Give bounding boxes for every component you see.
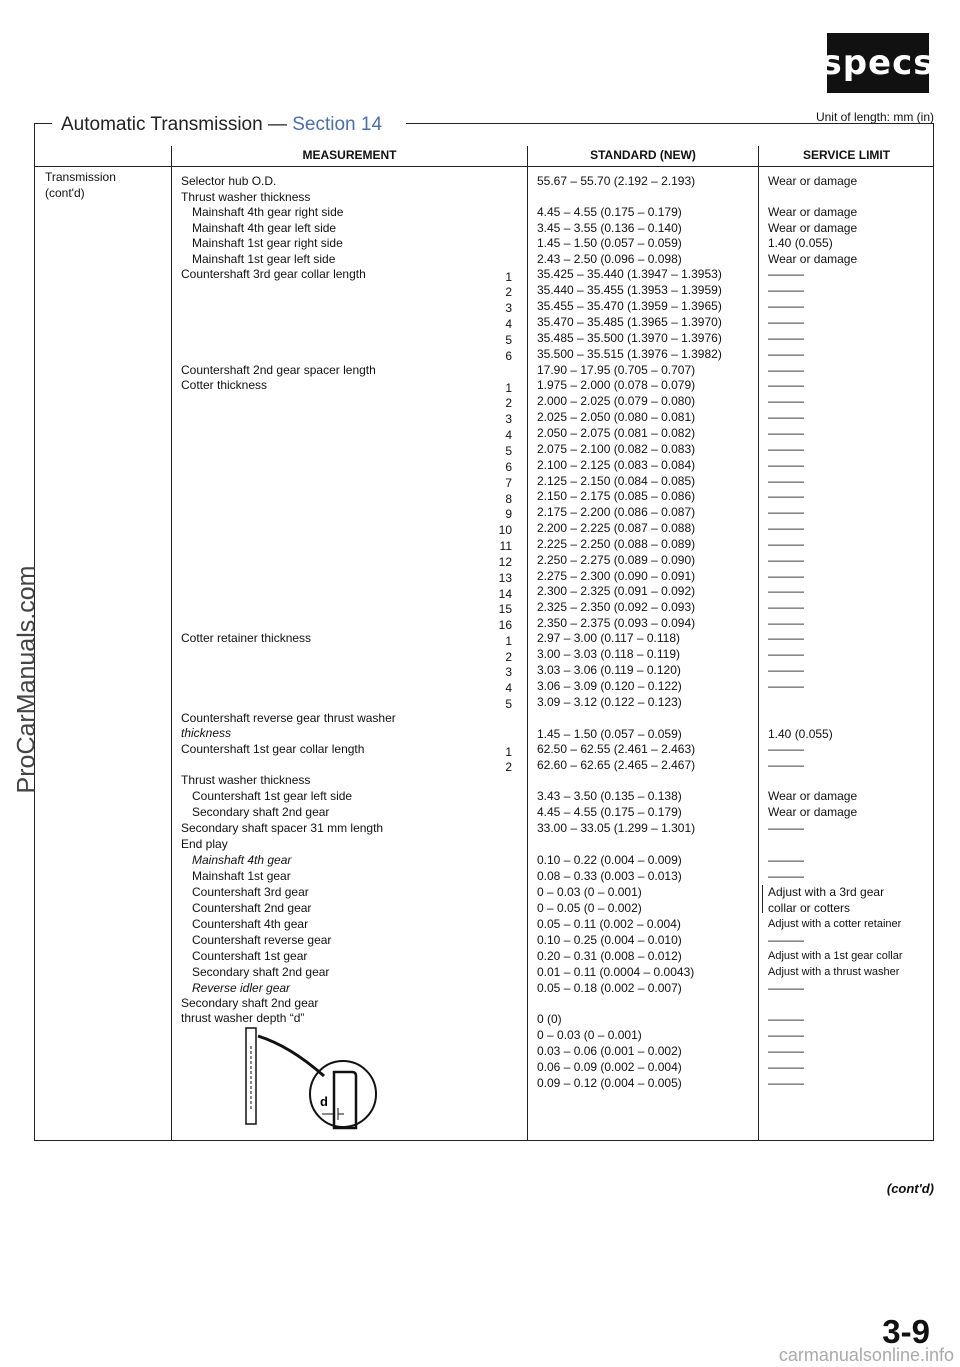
standard-value: 62.50 – 62.55 (2.461 – 2.463) — [537, 742, 696, 756]
service-limit-value: ——— — [768, 505, 804, 519]
measurement-label: Countershaft 2nd gear — [192, 901, 312, 915]
washer-detail — [334, 1072, 356, 1128]
service-limit-value: ——— — [768, 347, 804, 361]
standard-value: 0.01 – 0.11 (0.0004 – 0.0043) — [537, 965, 695, 979]
bracket-line — [762, 885, 763, 913]
standard-value: 35.500 – 35.515 (1.3976 – 1.3982) — [537, 347, 722, 361]
standard-value: 0 – 0.03 (0 – 0.001) — [537, 885, 642, 899]
measurement-label: thickness — [181, 726, 232, 740]
watermark-bottom: carmanualsonline.info — [778, 1345, 954, 1365]
service-limit-value: ——— — [768, 331, 804, 345]
service-limit-value: collar or cotters — [768, 901, 851, 915]
standard-value: 4.45 – 4.55 (0.175 – 0.179) — [537, 805, 682, 819]
index-number: 1 — [505, 270, 512, 284]
standard-value: 1.45 – 1.50 (0.057 – 0.059) — [537, 727, 682, 741]
standard-value: 2.150 – 2.175 (0.085 – 0.086) — [537, 489, 696, 503]
standard-value: 0.08 – 0.33 (0.003 – 0.013) — [537, 869, 682, 883]
measurement-label: Countershaft 3rd gear collar length — [181, 267, 366, 281]
standard-value: 2.97 – 3.00 (0.117 – 0.118) — [537, 631, 680, 645]
service-limit-value: Adjust with a 3rd gear — [768, 885, 885, 899]
service-limit-value: ——— — [768, 1044, 804, 1058]
detail-leader-line — [258, 1036, 324, 1076]
measurement-label: Mainshaft 4th gear right side — [192, 205, 344, 219]
header-service-limit: SERVICE LIMIT — [802, 148, 891, 162]
service-limit-value: ——— — [768, 458, 804, 472]
standard-value: 35.470 – 35.485 (1.3965 – 1.3970) — [537, 315, 722, 329]
standard-value: 2.350 – 2.375 (0.093 – 0.094) — [537, 616, 696, 630]
index-number: 7 — [505, 476, 512, 490]
watermark-side: ProCarManuals.com — [12, 565, 41, 794]
measurement-label: Secondary shaft 2nd gear — [192, 965, 330, 979]
measurement-label: Mainshaft 4th gear left side — [192, 221, 337, 235]
standard-value: 17.90 – 17.95 (0.705 – 0.707) — [537, 363, 696, 377]
service-limit-value: ——— — [768, 758, 804, 772]
column-divider — [527, 146, 528, 1141]
service-limit-value: Wear or damage — [768, 805, 858, 819]
service-limit-value: Wear or damage — [768, 205, 858, 219]
service-limit-value: ——— — [768, 442, 804, 456]
standard-value: 3.03 – 3.06 (0.119 – 0.120) — [537, 663, 681, 677]
measurement-label: Countershaft reverse gear thrust washer — [181, 711, 396, 725]
standard-value: 55.67 – 55.70 (2.192 – 2.193) — [537, 174, 696, 188]
service-limit-value: ——— — [768, 1012, 804, 1026]
standard-value: 0.06 – 0.09 (0.002 – 0.004) — [537, 1060, 682, 1074]
service-limit-value: ——— — [768, 742, 804, 756]
specs-badge — [821, 33, 935, 93]
service-limit-value: Wear or damage — [768, 252, 858, 266]
standard-value: 35.425 – 35.440 (1.3947 – 1.3953) — [537, 267, 722, 281]
service-limit-value: ——— — [768, 426, 804, 440]
standard-value: 2.100 – 2.125 (0.083 – 0.084) — [537, 458, 696, 472]
standard-value: 0 – 0.03 (0 – 0.001) — [537, 1028, 642, 1042]
service-limit-value: ——— — [768, 283, 804, 297]
index-number: 4 — [505, 317, 512, 331]
index-number: 15 — [498, 602, 512, 616]
standard-value: 0.05 – 0.18 (0.002 – 0.007) — [537, 981, 682, 995]
standard-value: 0.05 – 0.11 (0.002 – 0.004) — [537, 917, 681, 931]
standard-value: 0 (0) — [537, 1012, 562, 1026]
service-limit-value: ——— — [768, 933, 804, 947]
index-number: 2 — [505, 396, 512, 410]
index-number: 8 — [505, 492, 512, 506]
measurement-label: Countershaft 4th gear — [192, 917, 309, 931]
service-limit-value: ——— — [768, 363, 804, 377]
index-number: 2 — [505, 285, 512, 299]
category-label: (cont'd) — [45, 186, 85, 200]
standard-value: 35.485 – 35.500 (1.3970 – 1.3976) — [537, 331, 722, 345]
standard-value: 2.250 – 2.275 (0.089 – 0.090) — [537, 553, 696, 567]
measurement-label: Selector hub O.D. — [181, 174, 277, 188]
continued-label: (cont'd) — [886, 1181, 934, 1196]
standard-value: 3.09 – 3.12 (0.122 – 0.123) — [537, 695, 682, 709]
standard-value: 0.09 – 0.12 (0.004 – 0.005) — [537, 1076, 682, 1090]
header-divider — [34, 166, 934, 167]
measurement-label: Mainshaft 1st gear — [192, 869, 291, 883]
measurement-label: Countershaft reverse gear — [192, 933, 332, 947]
specs-badge-text: specs — [821, 43, 935, 83]
service-limit-value: Wear or damage — [768, 221, 858, 235]
measurement-label: Mainshaft 1st gear left side — [192, 252, 336, 266]
standard-value: 3.45 – 3.55 (0.136 – 0.140) — [537, 221, 682, 235]
index-number: 3 — [505, 412, 512, 426]
service-limit-value: ——— — [768, 853, 804, 867]
service-limit-value: ——— — [768, 663, 804, 677]
measurement-label: Countershaft 1st gear left side — [192, 789, 353, 803]
standard-value: 2.43 – 2.50 (0.096 – 0.098) — [537, 252, 682, 266]
standard-value: 2.000 – 2.025 (0.079 – 0.080) — [537, 394, 696, 408]
index-number: 9 — [505, 507, 512, 521]
index-number: 1 — [505, 381, 512, 395]
service-limit-value: Adjust with a 1st gear collar — [768, 950, 903, 962]
measurement-label: Countershaft 1st gear — [192, 949, 308, 963]
index-number: 16 — [498, 618, 512, 632]
index-number: 5 — [505, 697, 512, 711]
service-limit-value: ——— — [768, 378, 804, 392]
service-limit-value: ——— — [768, 553, 804, 567]
index-number: 3 — [505, 301, 512, 315]
column-divider — [171, 146, 172, 1141]
standard-value: 33.00 – 33.05 (1.299 – 1.301) — [537, 821, 696, 835]
index-number: 10 — [498, 523, 512, 537]
standard-value: 62.60 – 62.65 (2.465 – 2.467) — [537, 758, 696, 772]
standard-value: 2.200 – 2.225 (0.087 – 0.088) — [537, 521, 696, 535]
title-text: Automatic Transmission — — [61, 114, 287, 135]
index-number: 11 — [499, 539, 512, 553]
measurement-label: Secondary shaft 2nd gear — [192, 805, 330, 819]
standard-value: 2.175 – 2.200 (0.086 – 0.087) — [537, 505, 696, 519]
section-link: Section 14 — [292, 114, 383, 135]
index-number: 13 — [498, 571, 512, 585]
service-limit-value: ——— — [768, 869, 804, 883]
standard-value: 35.455 – 35.470 (1.3959 – 1.3965) — [537, 299, 722, 313]
measurement-label: Mainshaft 4th gear — [192, 853, 292, 867]
service-limit-value: ——— — [768, 489, 804, 503]
standard-value: 2.275 – 2.300 (0.090 – 0.091) — [537, 569, 696, 583]
standard-value: 0 – 0.05 (0 – 0.002) — [537, 901, 642, 915]
service-limit-value: ——— — [768, 600, 804, 614]
measurement-label: Secondary shaft 2nd gear — [181, 996, 319, 1010]
standard-value: 0.03 – 0.06 (0.001 – 0.002) — [537, 1044, 682, 1058]
measurement-label: Cotter retainer thickness — [181, 631, 312, 645]
service-limit-value: ——— — [768, 616, 804, 630]
standard-value: 0.10 – 0.22 (0.004 – 0.009) — [537, 853, 682, 867]
service-limit-value: ——— — [768, 299, 804, 313]
header-measurement: MEASUREMENT — [302, 148, 397, 162]
service-limit-value: ——— — [768, 267, 804, 281]
standard-value: 2.125 – 2.150 (0.084 – 0.085) — [537, 474, 696, 488]
index-number: 3 — [505, 665, 512, 679]
header-standard: STANDARD (NEW) — [590, 148, 696, 162]
measurement-label: Countershaft 1st gear collar length — [181, 742, 365, 756]
service-limit-value: ——— — [768, 410, 804, 424]
column-divider — [758, 146, 759, 1141]
service-limit-value: ——— — [768, 631, 804, 645]
unit-note: Unit of length: mm (in) — [815, 110, 934, 124]
measurement-label: End play — [181, 837, 228, 851]
standard-value: 0.20 – 0.31 (0.008 – 0.012) — [537, 949, 682, 963]
measurement-label: Cotter thickness — [181, 378, 268, 392]
service-limit-value: ——— — [768, 821, 804, 835]
standard-value: 35.440 – 35.455 (1.3953 – 1.3959) — [537, 283, 722, 297]
page-number: 3-9 — [882, 1313, 930, 1350]
service-limit-value: Adjust with a cotter retainer — [768, 918, 902, 930]
service-limit-value: ——— — [768, 981, 804, 995]
thrust-washer-depth-diagram — [240, 1024, 400, 1136]
standard-value: 2.025 – 2.050 (0.080 – 0.081) — [537, 410, 696, 424]
service-limit-value: ——— — [768, 1060, 804, 1074]
measurement-label: Thrust washer thickness — [181, 773, 311, 787]
index-number: 4 — [505, 428, 512, 442]
standard-value: 3.00 – 3.03 (0.118 – 0.119) — [537, 647, 680, 661]
standard-value: 1.975 – 2.000 (0.078 – 0.079) — [537, 378, 696, 392]
index-number: 4 — [505, 681, 512, 695]
service-limit-value: ——— — [768, 679, 804, 693]
service-limit-value: ——— — [768, 315, 804, 329]
index-number: 2 — [505, 760, 512, 774]
measurement-label: thrust washer depth “d” — [181, 1011, 305, 1025]
service-limit-value: ——— — [768, 394, 804, 408]
index-number: 1 — [505, 745, 512, 759]
standard-value: 2.075 – 2.100 (0.082 – 0.083) — [537, 442, 696, 456]
measurement-label: Countershaft 3rd gear — [192, 885, 309, 899]
index-number: 1 — [505, 634, 512, 648]
category-label: Transmission — [45, 170, 116, 184]
standard-value: 3.43 – 3.50 (0.135 – 0.138) — [537, 789, 682, 803]
index-number: 12 — [498, 555, 512, 569]
service-limit-value: Wear or damage — [768, 789, 858, 803]
service-limit-value: ——— — [768, 584, 804, 598]
standard-value: 0.10 – 0.25 (0.004 – 0.010) — [537, 933, 682, 947]
service-limit-value: ——— — [768, 569, 804, 583]
service-limit-value: ——— — [768, 1028, 804, 1042]
index-number: 5 — [505, 333, 512, 347]
index-number: 6 — [505, 460, 512, 474]
measurement-label: Thrust washer thickness — [181, 190, 311, 204]
service-limit-value: 1.40 (0.055) — [768, 727, 833, 741]
service-limit-value: 1.40 (0.055) — [768, 236, 833, 250]
measurement-label: Mainshaft 1st gear right side — [192, 236, 343, 250]
standard-value: 1.45 – 1.50 (0.057 – 0.059) — [537, 236, 682, 250]
service-limit-value: ——— — [768, 1076, 804, 1090]
service-limit-value: ——— — [768, 521, 804, 535]
standard-value: 2.300 – 2.325 (0.091 – 0.092) — [537, 584, 696, 598]
depth-label: d — [320, 1094, 328, 1109]
index-number: 5 — [505, 444, 512, 458]
measurement-label: Reverse idler gear — [192, 981, 291, 995]
standard-value: 2.050 – 2.075 (0.081 – 0.082) — [537, 426, 696, 440]
standard-value: 2.325 – 2.350 (0.092 – 0.093) — [537, 600, 696, 614]
measurement-label: Countershaft 2nd gear spacer length — [181, 363, 376, 377]
service-limit-value: Wear or damage — [768, 174, 858, 188]
service-limit-value: ——— — [768, 537, 804, 551]
index-number: 6 — [505, 349, 512, 363]
standard-value: 3.06 – 3.09 (0.120 – 0.122) — [537, 679, 682, 693]
standard-value: 2.225 – 2.250 (0.088 – 0.089) — [537, 537, 696, 551]
service-limit-value: Adjust with a thrust washer — [768, 966, 900, 978]
standard-value: 4.45 – 4.55 (0.175 – 0.179) — [537, 205, 682, 219]
index-number: 2 — [505, 650, 512, 664]
measurement-label: Secondary shaft spacer 31 mm length — [181, 821, 384, 835]
index-number: 14 — [498, 587, 512, 601]
service-limit-value: ——— — [768, 474, 804, 488]
service-limit-value: ——— — [768, 647, 804, 661]
